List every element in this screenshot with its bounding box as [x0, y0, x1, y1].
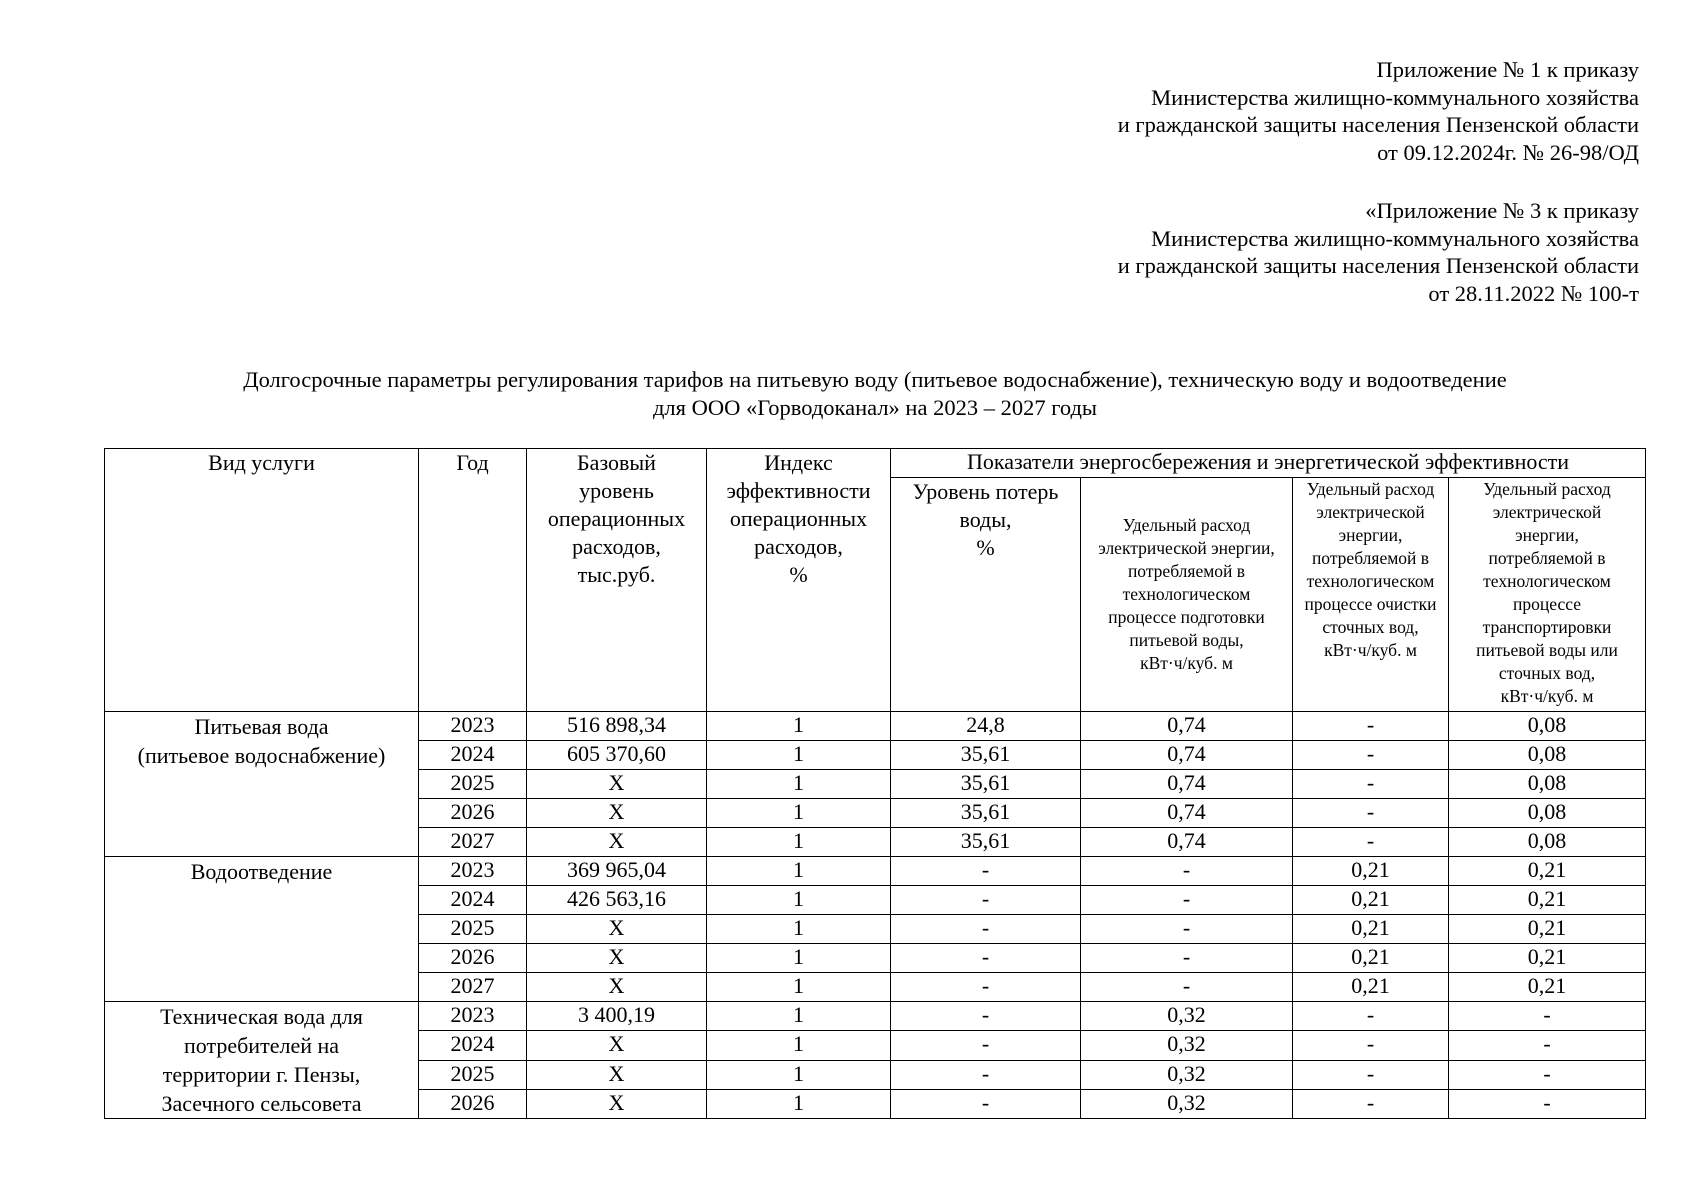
- service-type-cell: [105, 1002, 419, 1119]
- elec-preparation-cell: 0,74: [1081, 799, 1293, 828]
- header-text-line: питьевой воды или: [1476, 640, 1618, 660]
- header-text-line: расходов,: [572, 534, 661, 559]
- year-cell: 2023: [419, 712, 527, 741]
- efficiency-index-cell: 1: [707, 915, 891, 944]
- year-cell: 2027: [419, 973, 527, 1002]
- elec-cleaning-cell: -: [1293, 799, 1449, 828]
- base-level-cell: X: [527, 915, 707, 944]
- efficiency-index-cell: 1: [707, 944, 891, 973]
- elec-cleaning-cell: 0,21: [1293, 944, 1449, 973]
- elec-preparation-cell: 0,74: [1081, 828, 1293, 857]
- elec-preparation-cell: 0,32: [1081, 1060, 1293, 1089]
- elec-preparation-cell: 0,74: [1081, 741, 1293, 770]
- elec-transport-cell: 0,21: [1449, 973, 1646, 1002]
- col-header-elec-preparation: [1081, 478, 1293, 712]
- header-text-line: потребляемой в: [1311, 548, 1430, 568]
- elec-cleaning-cell: -: [1293, 1031, 1449, 1060]
- header-text-line: сточных вод,: [1322, 617, 1419, 637]
- elec-cleaning-cell: -: [1293, 770, 1449, 799]
- efficiency-index-cell: 1: [707, 741, 891, 770]
- elec-cleaning-cell: -: [1293, 712, 1449, 741]
- elec-transport-cell: 0,08: [1449, 770, 1646, 799]
- base-level-cell: 369 965,04: [527, 857, 707, 886]
- header-text-line: Уровень потерь: [912, 479, 1059, 504]
- header-text-line: процессе: [1513, 594, 1581, 614]
- service-type-cell: [105, 712, 419, 857]
- header-line: и гражданской защиты населения Пензенской области: [1117, 253, 1639, 278]
- title-line: для ООО «Горводоканал» на 2023 – 2027 годы: [652, 395, 1098, 420]
- elec-cleaning-cell: 0,21: [1293, 857, 1449, 886]
- header-text-line: кВт·ч/куб. м: [1324, 640, 1417, 660]
- year-cell: 2026: [419, 944, 527, 973]
- water-loss-cell: -: [891, 915, 1081, 944]
- header-text-line: %: [976, 535, 995, 560]
- base-level-cell: X: [527, 1089, 707, 1118]
- year-cell: 2024: [419, 741, 527, 770]
- service-type-line: Водоотведение: [190, 859, 333, 884]
- elec-cleaning-cell: 0,21: [1293, 886, 1449, 915]
- service-type-line: (питьевое водоснабжение): [137, 743, 386, 768]
- elec-transport-cell: 0,21: [1449, 857, 1646, 886]
- year-cell: 2023: [419, 1002, 527, 1031]
- elec-transport-cell: 0,21: [1449, 886, 1646, 915]
- elec-transport-cell: -: [1449, 1002, 1646, 1031]
- header-text-line: энергии,: [1515, 525, 1579, 545]
- col-header-efficiency-index: [707, 449, 891, 712]
- elec-preparation-cell: -: [1081, 886, 1293, 915]
- base-level-cell: X: [527, 828, 707, 857]
- header-text-line: электрической: [1492, 502, 1602, 522]
- title-line: Долгосрочные параметры регулирования тарифов на питьевую воду (питьевое водоснабжение), техническую воду и водоотведение: [243, 367, 1507, 392]
- col-header-water-loss: [891, 478, 1081, 712]
- header-text-line: технологическом: [1483, 571, 1611, 591]
- header-line: Министерства жилищно-коммунального хозяйства: [1151, 225, 1639, 251]
- header-text-line: Базовый: [577, 450, 656, 475]
- service-type-line: Засечного сельсовета: [161, 1091, 362, 1116]
- water-loss-cell: 35,61: [891, 828, 1081, 857]
- header-text-line: кВт·ч/куб. м: [1500, 686, 1594, 706]
- base-level-cell: 3 400,19: [527, 1002, 707, 1031]
- elec-preparation-cell: 0,74: [1081, 712, 1293, 741]
- elec-cleaning-cell: 0,21: [1293, 915, 1449, 944]
- header-text-line: воды,: [959, 507, 1012, 532]
- elec-cleaning-cell: -: [1293, 741, 1449, 770]
- elec-cleaning-cell: 0,21: [1293, 973, 1449, 1002]
- base-level-cell: X: [527, 944, 707, 973]
- elec-preparation-cell: 0,32: [1081, 1031, 1293, 1060]
- water-loss-cell: -: [891, 973, 1081, 1002]
- header-text-line: Удельный расход: [1483, 479, 1611, 499]
- table-row: [105, 857, 1646, 886]
- service-type-line: потребителей на: [183, 1033, 340, 1058]
- elec-transport-cell: -: [1449, 1060, 1646, 1089]
- base-level-cell: X: [527, 1031, 707, 1060]
- header-text-line: эффективности: [726, 478, 871, 503]
- tariff-parameters-table: [104, 448, 1646, 1119]
- efficiency-index-cell: 1: [707, 799, 891, 828]
- header-text-line: сточных вод,: [1498, 663, 1596, 683]
- header-text-line: технологическом: [1122, 584, 1251, 604]
- header-text-line: потребляемой в: [1127, 561, 1246, 581]
- service-type-line: Питьевая вода: [194, 714, 329, 739]
- elec-preparation-cell: -: [1081, 944, 1293, 973]
- elec-cleaning-cell: -: [1293, 1002, 1449, 1031]
- water-loss-cell: -: [891, 857, 1081, 886]
- header-line: от 28.11.2022 № 100-т: [1428, 280, 1639, 306]
- elec-preparation-cell: 0,74: [1081, 770, 1293, 799]
- elec-preparation-cell: 0,32: [1081, 1089, 1293, 1118]
- col-header-elec-transport: [1449, 478, 1646, 712]
- table-row: [105, 1002, 1646, 1031]
- header-line: и гражданской защиты населения Пензенской области: [1117, 112, 1639, 137]
- header-text-line: расходов,: [754, 534, 843, 559]
- elec-transport-cell: 0,21: [1449, 944, 1646, 973]
- appendix-header-2: [1118, 197, 1639, 307]
- year-cell: 2027: [419, 828, 527, 857]
- efficiency-index-cell: 1: [707, 1031, 891, 1060]
- header-text-line: технологическом: [1306, 571, 1435, 591]
- header-line: «Приложение № 3 к приказу: [1365, 198, 1639, 223]
- service-type-line: территории г. Пензы,: [162, 1062, 361, 1087]
- elec-transport-cell: 0,21: [1449, 915, 1646, 944]
- header-text-line: транспортировки: [1482, 617, 1612, 637]
- document-title: [100, 366, 1650, 422]
- service-type-cell: [105, 857, 419, 1002]
- base-level-cell: 516 898,34: [527, 712, 707, 741]
- table-body: [105, 712, 1646, 1119]
- water-loss-cell: 24,8: [891, 712, 1081, 741]
- service-type-line: Техническая вода для: [160, 1004, 363, 1029]
- table-row: [105, 712, 1646, 741]
- water-loss-cell: -: [891, 1002, 1081, 1031]
- efficiency-index-cell: 1: [707, 857, 891, 886]
- year-cell: 2026: [419, 799, 527, 828]
- elec-transport-cell: 0,08: [1449, 828, 1646, 857]
- efficiency-index-cell: 1: [707, 886, 891, 915]
- elec-preparation-cell: -: [1081, 857, 1293, 886]
- water-loss-cell: -: [891, 886, 1081, 915]
- elec-transport-cell: 0,08: [1449, 799, 1646, 828]
- water-loss-cell: 35,61: [891, 741, 1081, 770]
- efficiency-index-cell: 1: [707, 770, 891, 799]
- year-cell: 2024: [419, 1031, 527, 1060]
- header-text-line: энергии,: [1338, 525, 1403, 545]
- water-loss-cell: -: [891, 944, 1081, 973]
- year-cell: 2024: [419, 886, 527, 915]
- header-line: Министерства жилищно-коммунального хозяйства: [1151, 84, 1639, 110]
- efficiency-index-cell: 1: [707, 712, 891, 741]
- efficiency-index-cell: 1: [707, 1089, 891, 1118]
- elec-cleaning-cell: -: [1293, 1089, 1449, 1118]
- base-level-cell: 426 563,16: [527, 886, 707, 915]
- header-line: от 09.12.2024г. № 26-98/ОД: [1377, 139, 1639, 165]
- header-line: Приложение № 1 к приказу: [1376, 57, 1639, 82]
- header-text-line: процессе очистки: [1304, 594, 1437, 614]
- header-text-line: питьевой воды,: [1129, 630, 1244, 650]
- col-header-year: Год: [419, 449, 527, 712]
- year-cell: 2026: [419, 1089, 527, 1118]
- header-text-line: процессе подготовки: [1108, 607, 1265, 627]
- header-text-line: операционных: [547, 506, 686, 531]
- base-level-cell: 605 370,60: [527, 741, 707, 770]
- year-cell: 2025: [419, 770, 527, 799]
- header-text-line: электрической энергии,: [1098, 538, 1275, 558]
- base-level-cell: X: [527, 1060, 707, 1089]
- header-text-line: тыс.руб.: [577, 562, 656, 587]
- elec-transport-cell: -: [1449, 1089, 1646, 1118]
- water-loss-cell: -: [891, 1089, 1081, 1118]
- header-text-line: операционных: [729, 506, 868, 531]
- water-loss-cell: 35,61: [891, 770, 1081, 799]
- header-row: [105, 449, 1646, 478]
- year-cell: 2023: [419, 857, 527, 886]
- elec-preparation-cell: -: [1081, 915, 1293, 944]
- base-level-cell: X: [527, 799, 707, 828]
- water-loss-cell: 35,61: [891, 799, 1081, 828]
- elec-transport-cell: 0,08: [1449, 712, 1646, 741]
- col-header-service: Вид услуги: [105, 449, 419, 712]
- col-header-base-level: [527, 449, 707, 712]
- col-header-energy-group: Показатели энергосбережения и энергетической эффективности: [891, 449, 1646, 478]
- header-text-line: кВт·ч/куб. м: [1140, 653, 1233, 673]
- year-cell: 2025: [419, 1060, 527, 1089]
- header-text-line: Удельный расход: [1306, 479, 1435, 499]
- header-text-line: Удельный расход: [1122, 515, 1251, 535]
- col-header-elec-cleaning: [1293, 478, 1449, 712]
- appendix-header-1: [1118, 56, 1639, 166]
- header-text-line: %: [789, 562, 808, 587]
- elec-preparation-cell: -: [1081, 973, 1293, 1002]
- year-cell: 2025: [419, 915, 527, 944]
- base-level-cell: X: [527, 770, 707, 799]
- efficiency-index-cell: 1: [707, 1060, 891, 1089]
- efficiency-index-cell: 1: [707, 1002, 891, 1031]
- header-text-line: уровень: [579, 478, 654, 503]
- water-loss-cell: -: [891, 1060, 1081, 1089]
- base-level-cell: X: [527, 973, 707, 1002]
- elec-transport-cell: 0,08: [1449, 741, 1646, 770]
- elec-cleaning-cell: -: [1293, 828, 1449, 857]
- header-text-line: потребляемой в: [1488, 548, 1606, 568]
- efficiency-index-cell: 1: [707, 973, 891, 1002]
- header-text-line: электрической: [1316, 502, 1425, 522]
- efficiency-index-cell: 1: [707, 828, 891, 857]
- elec-cleaning-cell: -: [1293, 1060, 1449, 1089]
- elec-transport-cell: -: [1449, 1031, 1646, 1060]
- water-loss-cell: -: [891, 1031, 1081, 1060]
- header-text-line: Индекс: [764, 450, 833, 475]
- elec-preparation-cell: 0,32: [1081, 1002, 1293, 1031]
